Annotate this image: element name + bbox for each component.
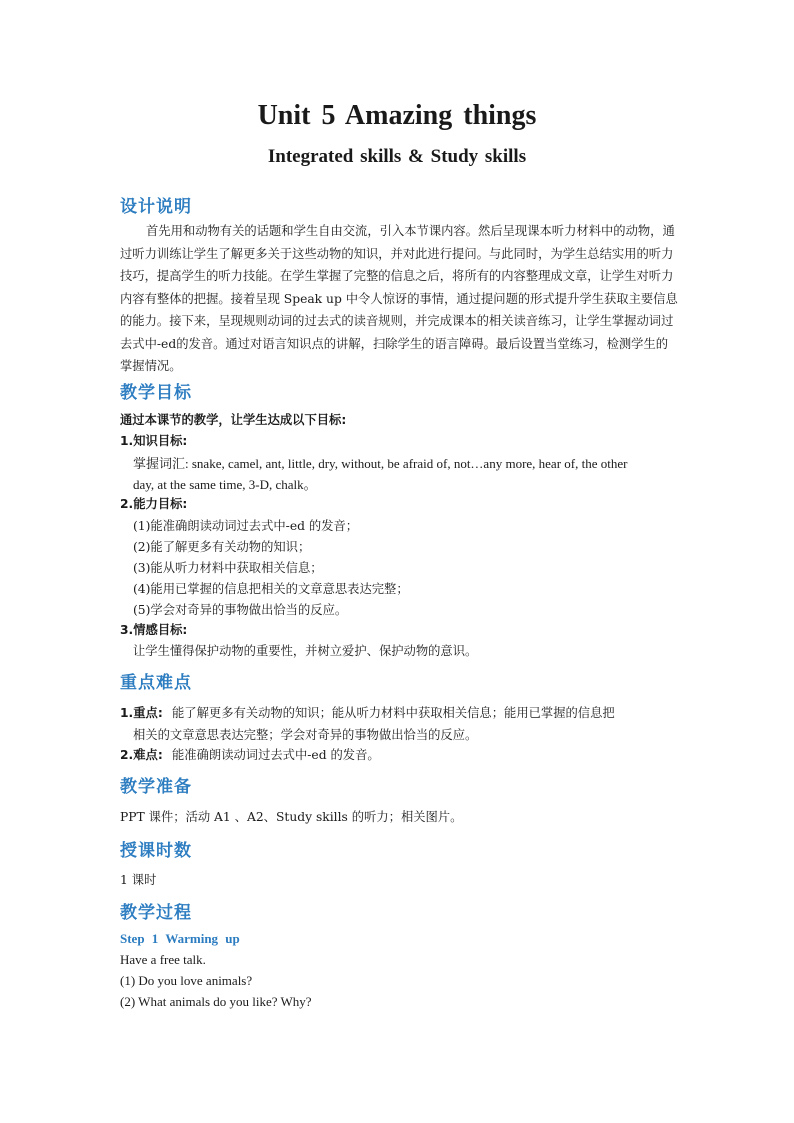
heading-hours: 授课时数 (120, 841, 192, 861)
knowledge-label: 1.知识目标: (120, 434, 188, 448)
document-title: Unit 5 Amazing things (257, 100, 537, 131)
design-paragraph: 首先用和动物有关的话题和学生自由交流，引入本节课内容。然后呈现课本听力材料中的动物，通过听力训练让学生了解更多关于这些动物的知识，并对此进行提问。与此同时，为学生总结实用的听力技巧，提高学生的听力技能。在学生掌握了完整的信息之后，将所有的内容整理成文章，让学生对听力内容有整体的把握。接着呈现 Speak up 中令人惊讶的事情，通过提问题的形式提升学生获取主要信息的能力。接下来，呈现规则动词的过去式的读音规则，并完成课本的相关读音练习，让学生掌握动词过去式中-ed的发音。通过对语言知识点的讲解，扫除学生的语言障碍。最后设置当堂练习，检测学生的掌握情况。 (120, 224, 678, 373)
key-line-1: 能了解更多有关动物的知识；能从听力材料中获取相关信息；能用已掌握的信息把 (172, 706, 615, 720)
step-1-title: Step 1 Warming up (120, 931, 240, 946)
ability-item: (4)能用已掌握的信息把相关的文章意思表达完整； (133, 582, 409, 596)
ability-item: (1)能准确朗读动词过去式中-ed 的发音； (133, 519, 359, 533)
heading-prep: 教学准备 (120, 777, 192, 797)
process-line: Have a free talk. (120, 952, 206, 967)
heading-keypoints: 重点难点 (120, 673, 192, 693)
heading-design: 设计说明 (120, 197, 192, 217)
ability-label: 2.能力目标: (120, 497, 188, 511)
key-line-2: 相关的文章意思表达完整；学会对奇异的事物做出恰当的反应。 (133, 728, 478, 742)
difficulty-text: 能准确朗读动词过去式中-ed 的发音。 (172, 748, 380, 762)
emotion-label: 3.情感目标: (120, 623, 188, 637)
prep-text: PPT 课件；活动 A1 、A2、Study skills 的听力；相关图片。 (120, 810, 463, 824)
process-line: (2) What animals do you like? Why? (120, 994, 312, 1009)
difficulty-label: 2.难点: (120, 748, 163, 762)
heading-process: 教学过程 (120, 903, 192, 923)
ability-item: (5)学会对奇异的事物做出恰当的反应。 (133, 603, 348, 617)
knowledge-line-2: day, at the same time, 3-D, chalk。 (133, 477, 317, 492)
knowledge-line-1: 掌握词汇: snake, camel, ant, little, dry, without, be afraid of, not…any more, hear of, the other (133, 456, 628, 471)
heading-goals: 教学目标 (120, 383, 192, 403)
ability-item: (2)能了解更多有关动物的知识； (133, 540, 311, 554)
key-label: 1.重点: (120, 706, 163, 720)
process-line: (1) Do you love animals? (120, 973, 253, 988)
document-subtitle: Integrated skills & Study skills (267, 146, 527, 167)
hours-text: 1 课时 (120, 873, 157, 887)
ability-item: (3)能从听力材料中获取相关信息； (133, 561, 323, 575)
goals-intro: 通过本课节的教学，让学生达成以下目标: (120, 413, 347, 427)
emotion-text: 让学生懂得保护动物的重要性，并树立爱护、保护动物的意识。 (133, 644, 478, 658)
